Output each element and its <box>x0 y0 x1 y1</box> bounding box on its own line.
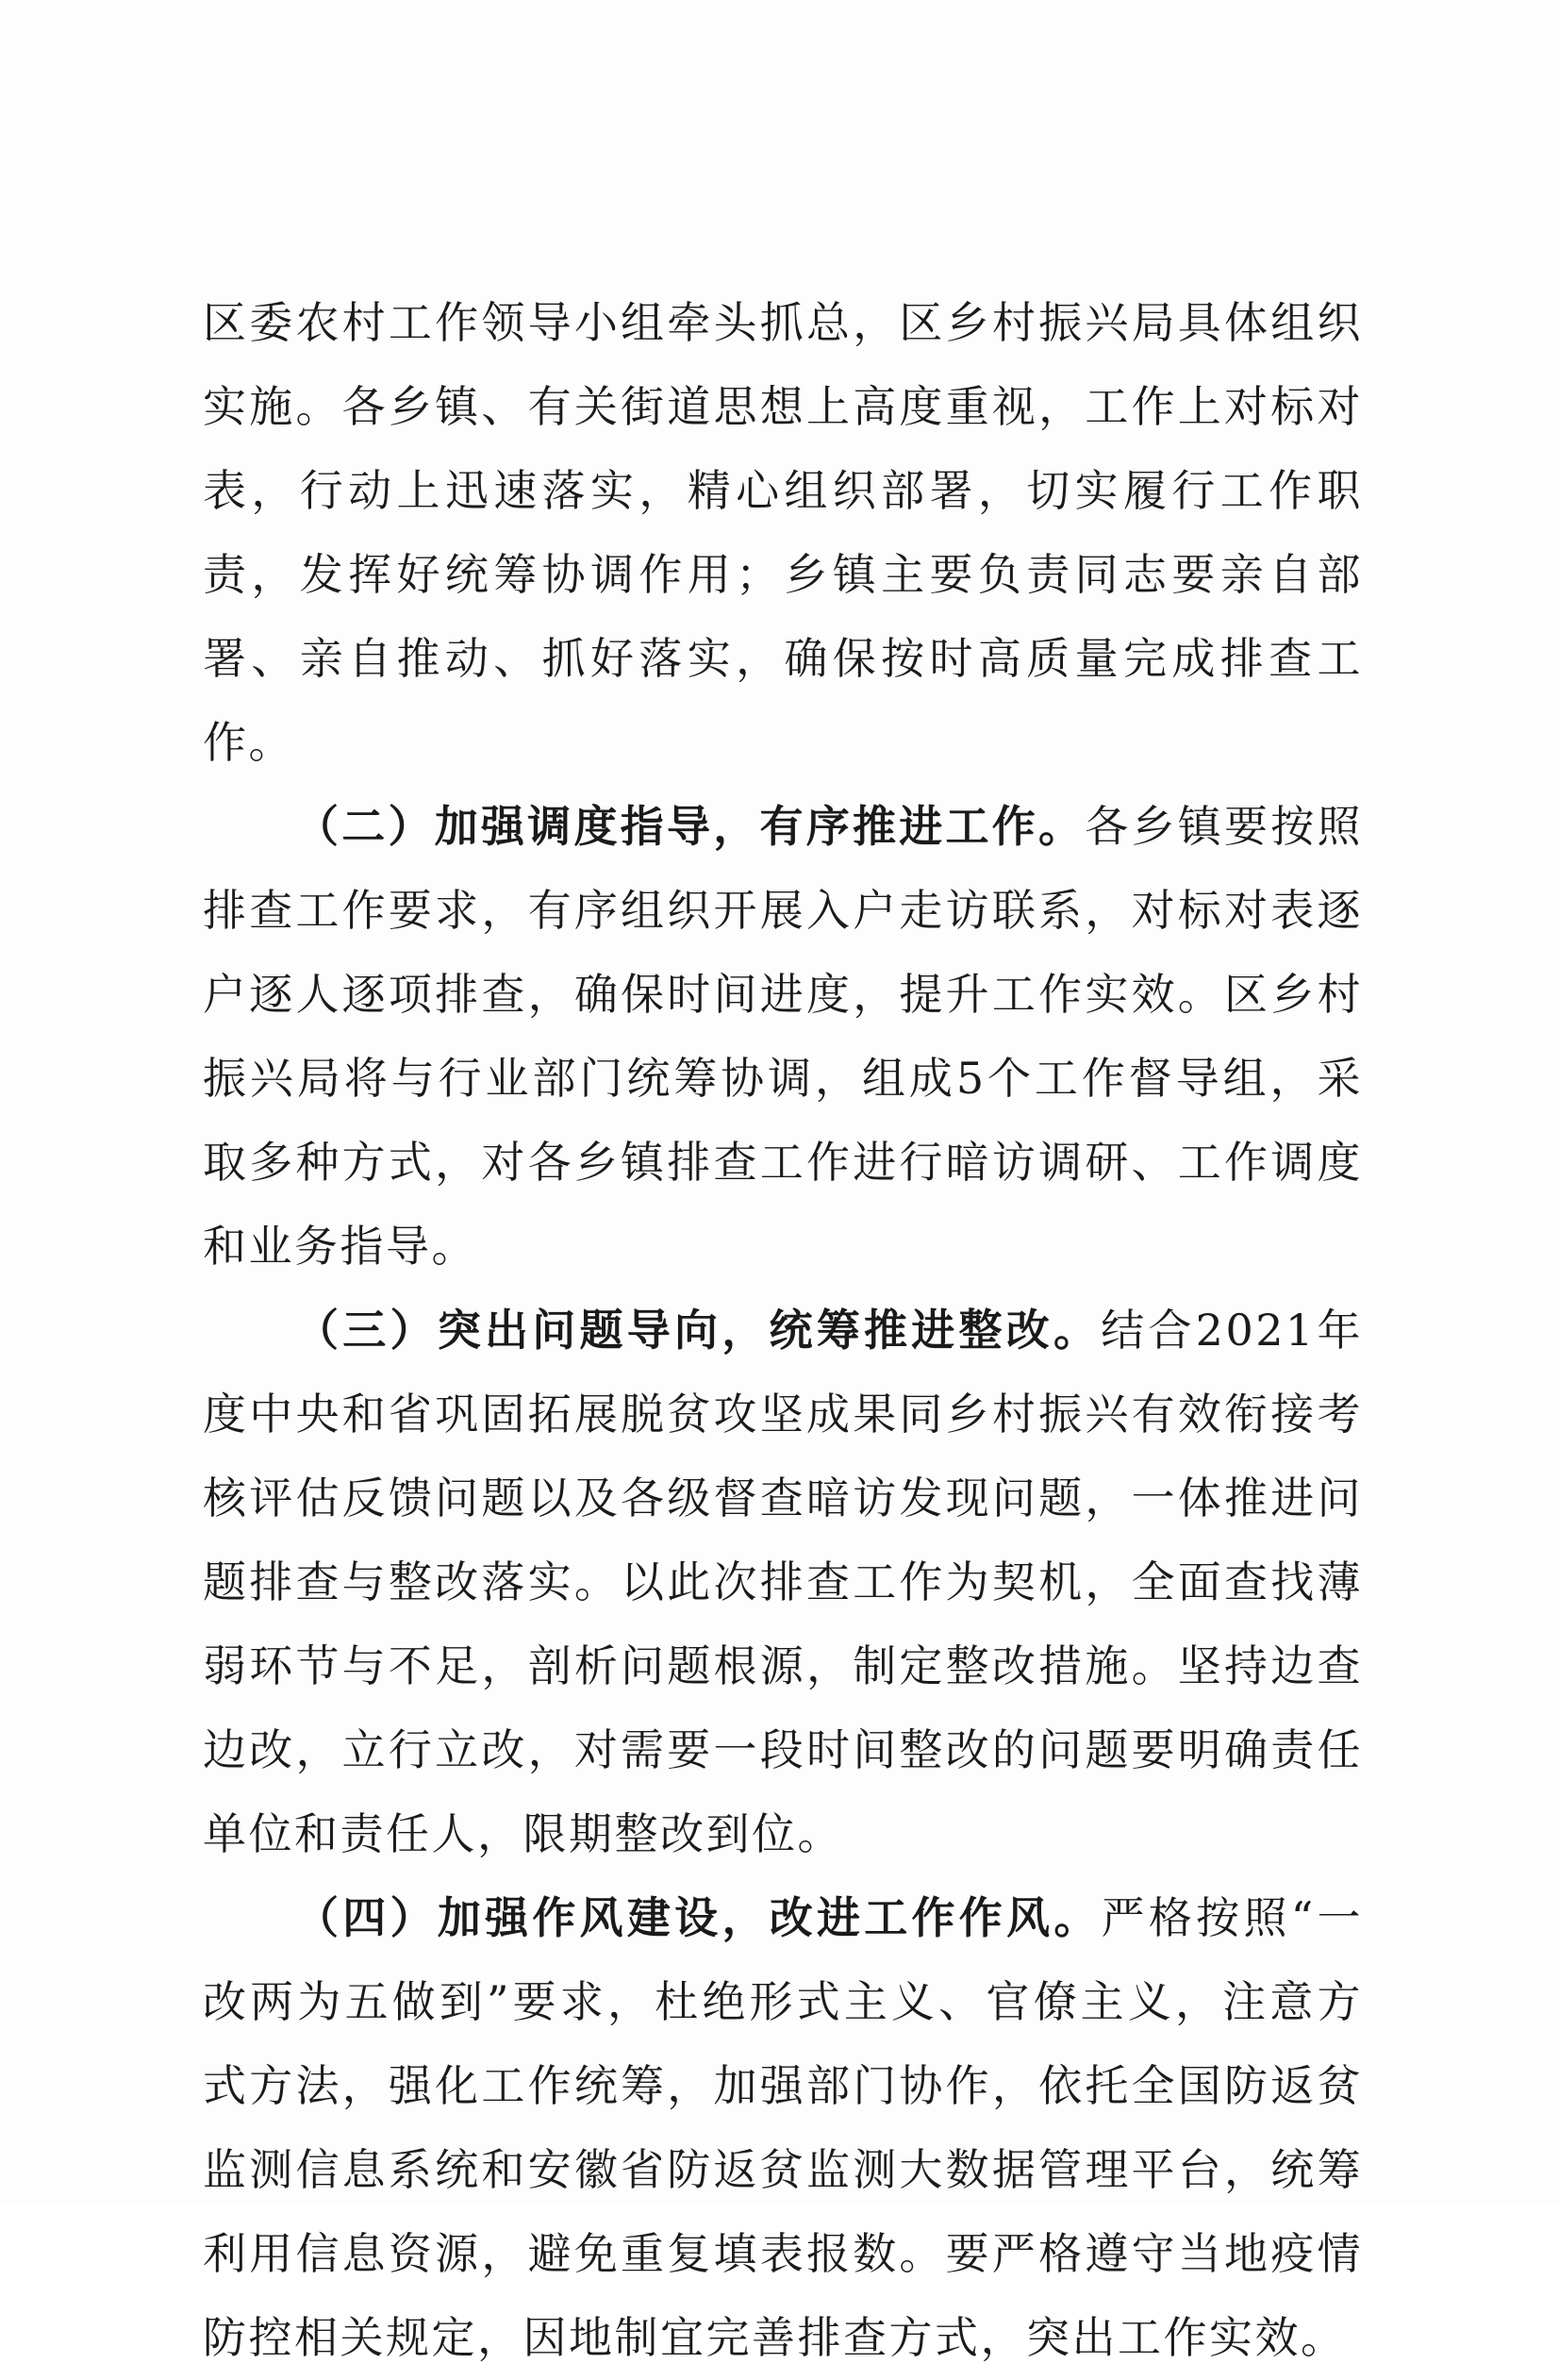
paragraph-4-text: 严格按照“一改两为五做到”要求，杜绝形式主义、官僚主义，注意方式方法，强化工作统筹，加强部门协作，依托全国防返贫监测信息系统和安徽省防返贫监测大数据管理平台，统筹利用信息资源，避免重复填表报数。要严格遵守当地疫情防控相关规定，因地制宜完善排查方式，突出工作实效。 <box>203 1892 1363 2363</box>
paragraph-2-heading: （二）加强调度指导，有序推进工作。 <box>295 801 1086 852</box>
paragraph-3 <box>203 1289 1363 1876</box>
paragraph-2-text: 各乡镇要按照排查工作要求，有序组织开展入户走访联系，对标对表逐户逐人逐项排查，确保时间进度，提升工作实效。区乡村振兴局将与行业部门统筹协调，组成5个工作督导组，采取多种方式，对各乡镇排查工作进行暗访调研、工作调度和业务指导。 <box>203 801 1363 1272</box>
paragraph-3-text: 结合2021年度中央和省巩固拓展脱贫攻坚成果同乡村振兴有效衔接考核评估反馈问题以及各级督查暗访发现问题，一体推进问题排查与整改落实。以此次排查工作为契机，全面查找薄弱环节与不足，剖析问题根源，制定整改措施。坚持边查边改，立行立改，对需要一段时间整改的问题要明确责任单位和责任人，限期整改到位。 <box>203 1305 1363 1859</box>
paragraph-2 <box>203 785 1363 1289</box>
paragraph-1-text: 区委农村工作领导小组牵头抓总，区乡村振兴局具体组织实施。各乡镇、有关街道思想上高度重视，工作上对标对表，行动上迅速落实，精心组织部署，切实履行工作职责，发挥好统筹协调作用；乡镇主要负责同志要亲自部署、亲自推动、抓好落实，确保按时高质量完成排查工作。 <box>203 297 1363 768</box>
document-body <box>203 281 1363 2380</box>
paragraph-1 <box>203 281 1363 785</box>
paragraph-4-heading: （四）加强作风建设，改进工作作风。 <box>295 1892 1102 1943</box>
paragraph-3-heading: （三）突出问题导向，统筹推进整改。 <box>295 1305 1102 1356</box>
paragraph-4 <box>203 1876 1363 2380</box>
